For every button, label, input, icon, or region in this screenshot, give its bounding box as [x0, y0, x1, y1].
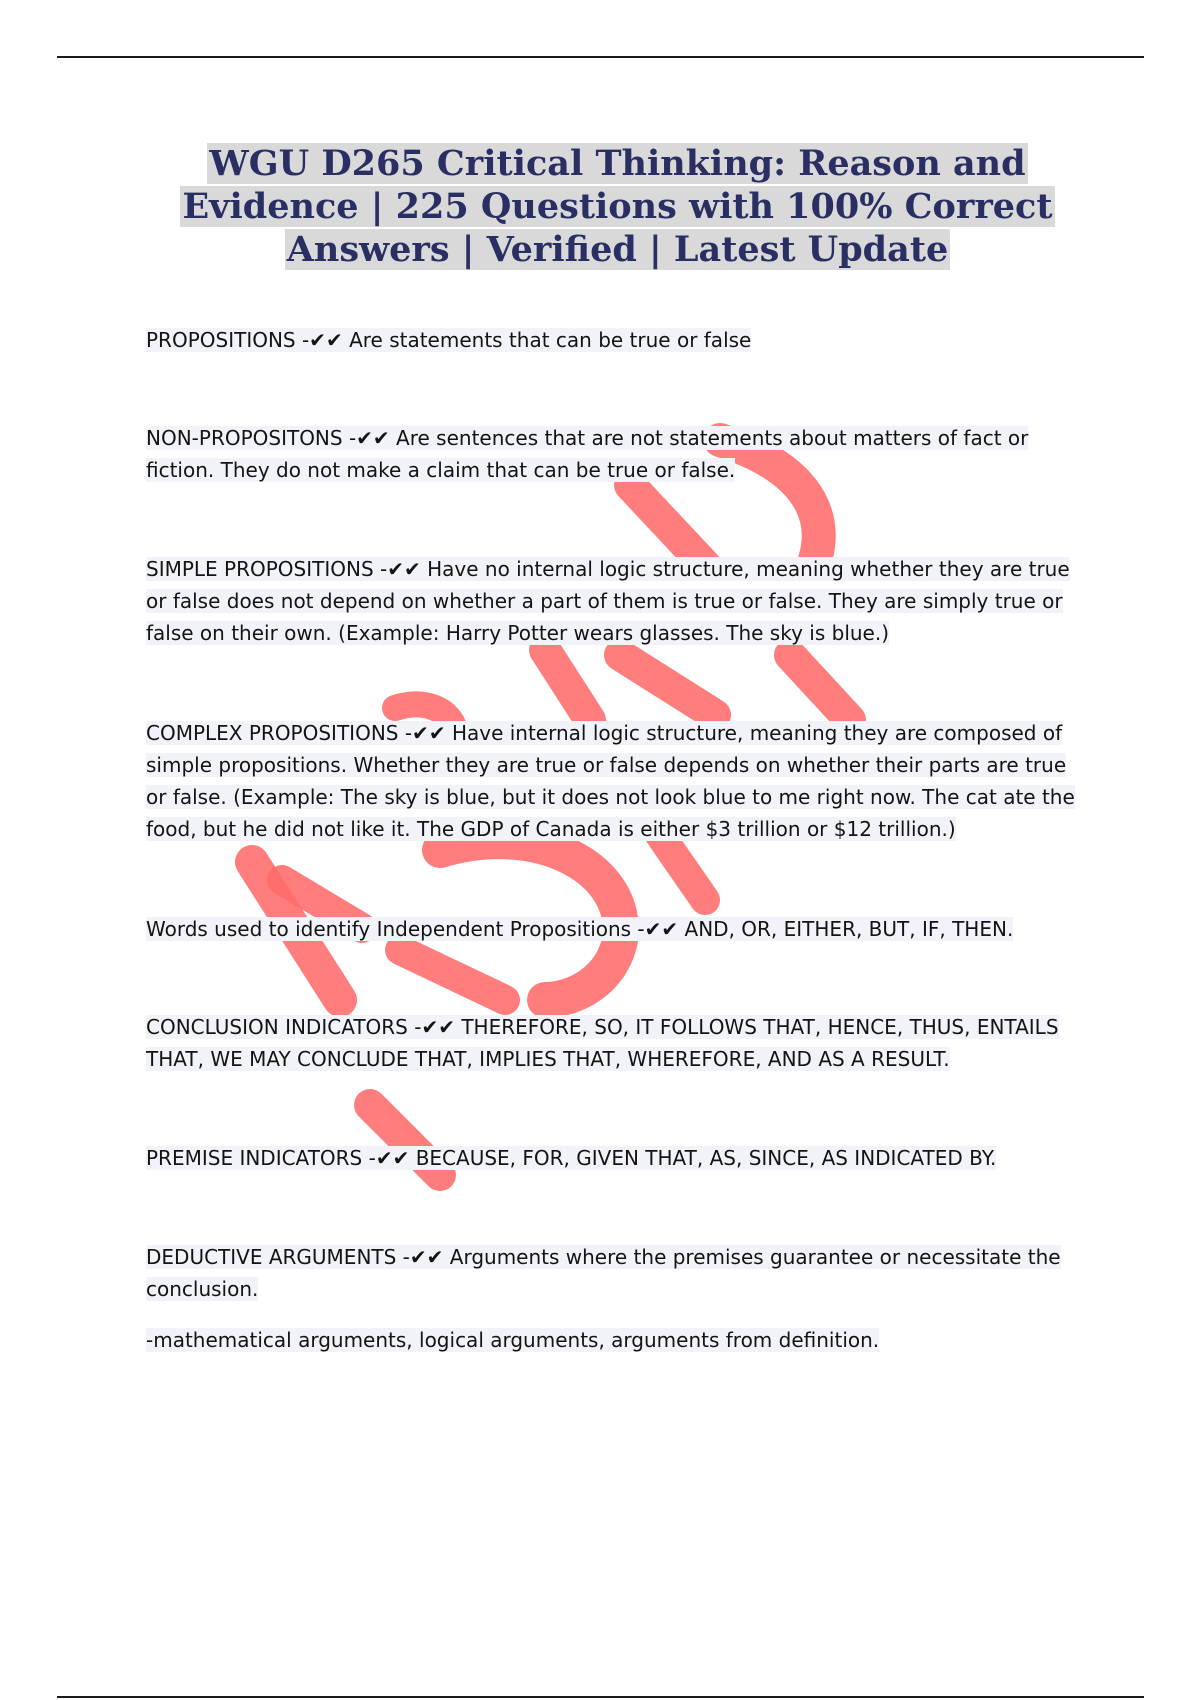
top-rule [57, 56, 1144, 58]
check-separator: -✔✔ [631, 917, 685, 941]
entry-term: Words used to identify Independent Propositions [146, 917, 632, 941]
watermark-stroke [620, 655, 715, 715]
entry-answer: Have no internal logic structure, meaning whether they are true or false does not depend on whether a part of them is true or false. They are simply true or false on their own. (Example: Harry Potter wears glasses. The sky is blue.) [146, 557, 1070, 645]
qa-entry-simple-propositions [146, 553, 1086, 649]
entry-term: CONCLUSION INDICATORS [146, 1015, 408, 1039]
bottom-rule [57, 1696, 1144, 1698]
entry-answer: BECAUSE, FOR, GIVEN THAT, AS, SINCE, AS INDICATED BY. [415, 1146, 997, 1170]
entry-term: DEDUCTIVE ARGUMENTS [146, 1245, 397, 1269]
qa-entry-conclusion-indicators [146, 1011, 1086, 1075]
watermark-stroke [400, 950, 505, 1000]
entry-answer: THEREFORE, SO, IT FOLLOWS THAT, HENCE, THUS, ENTAILS THAT, WE MAY CONCLUDE THAT, IMPLIES THAT, WHEREFORE, AND AS A RESULT. [146, 1015, 1059, 1071]
entry-term: PROPOSITIONS [146, 328, 296, 352]
entry-answer: Are sentences that are not statements about matters of fact or fiction. They do not make a claim that can be true or false. [146, 426, 1029, 482]
check-separator: -✔✔ [295, 328, 350, 352]
qa-entry-propositions [146, 324, 1086, 356]
check-separator: -✔✔ [396, 1245, 450, 1269]
qa-entry-premise-indicators [146, 1142, 1086, 1174]
check-separator: -✔✔ [342, 426, 397, 450]
entry-term: NON-PROPOSITONS [146, 426, 343, 450]
qa-entry-non-propositions [146, 422, 1086, 486]
document-title: WGU D265 Critical Thinking: Reason and Evidence | 225 Questions with 100% Correct Answers | Verified | Latest Update [182, 143, 1053, 270]
check-separator: -✔✔ [398, 721, 452, 745]
check-separator: -✔✔ [373, 557, 428, 581]
entry-answer: Arguments where the premises guarantee or necessitate the conclusion. [146, 1245, 1061, 1301]
check-separator: -✔✔ [362, 1146, 416, 1170]
qa-entry-complex-propositions [146, 717, 1086, 845]
entry-answer: Have internal logic structure, meaning they are composed of simple propositions. Whether they are true or false depends on whether their parts are true or false. (Example: The sky is blue, but it does not look blue to me right now. The cat ate the food, but he did not like it. The GDP of Canada is either $3 trillion or $12 trillion.) [146, 721, 1075, 841]
check-separator: -✔✔ [407, 1015, 462, 1039]
entry-answer: AND, OR, EITHER, BUT, IF, THEN. [684, 917, 1014, 941]
qa-entry-deductive-arguments [146, 1241, 1086, 1305]
deductive-examples-line: -mathematical arguments, logical arguments, arguments from definition. [146, 1328, 880, 1352]
qa-entry-independent-propositions [146, 913, 1086, 945]
entry-term: SIMPLE PROPOSITIONS [146, 557, 374, 581]
watermark-stroke [545, 650, 590, 720]
entry-term: PREMISE INDICATORS [146, 1146, 363, 1170]
entry-answer: Are statements that can be true or false [349, 328, 752, 352]
entry-term: COMPLEX PROPOSITIONS [146, 721, 399, 745]
watermark-stroke [790, 655, 850, 720]
